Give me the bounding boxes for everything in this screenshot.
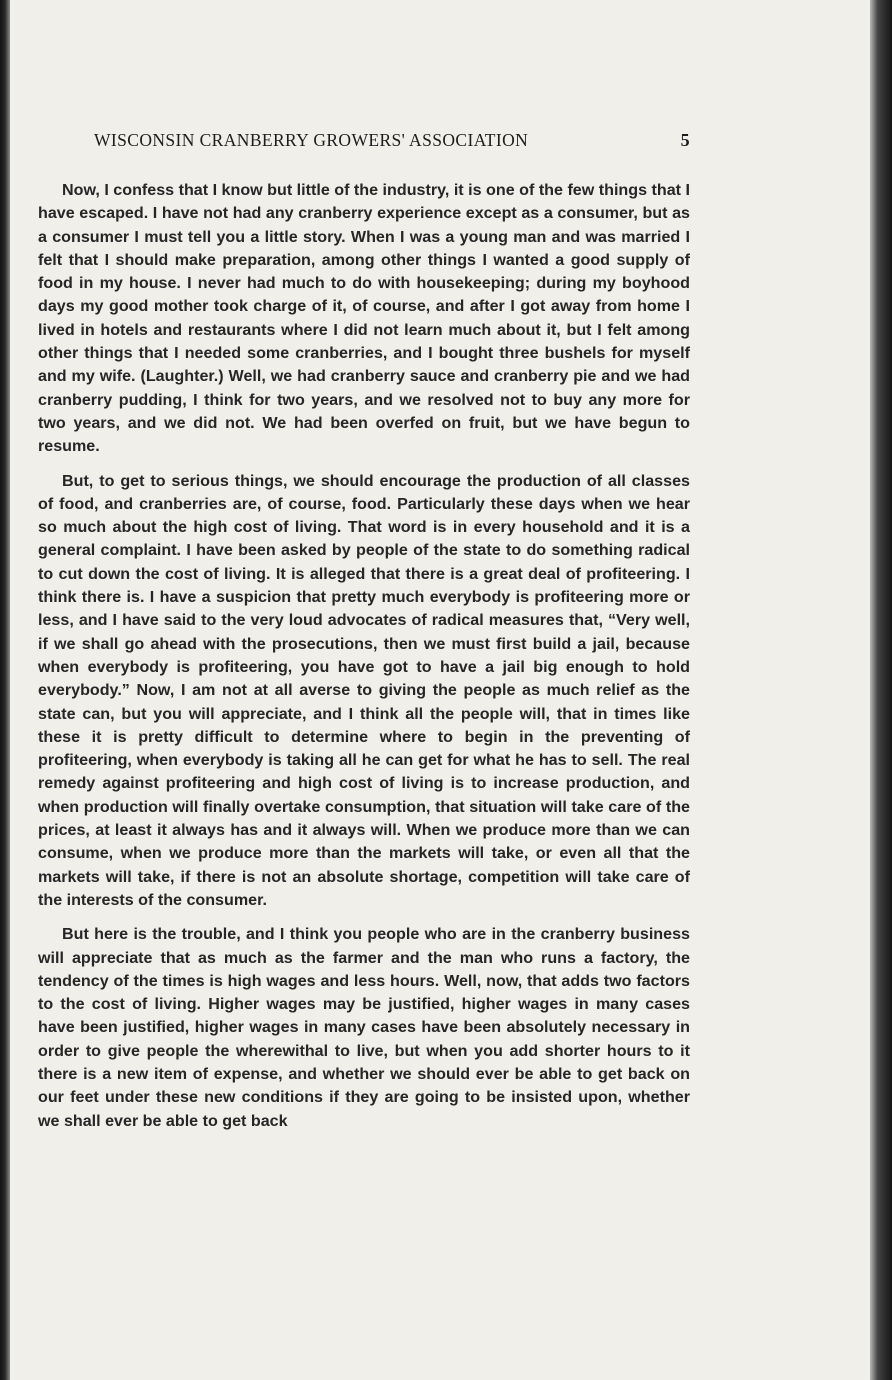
page-edge-shadow [870, 0, 892, 1380]
running-header [38, 130, 690, 151]
paragraph-1: Now, I confess that I know but little of the industry, it is one of the few things that I have escaped. I have not had any cranberry experience except as a consumer, but as a consumer I must tell you a little story. When I was a young man and was married I felt that I should make preparation, among other things I wanted a good supply of food in my house. I never had much to do with housekeeping; during my boyhood days my good mother took charge of it, of course, and after I got away from home I lived in hotels and restaurants where I did not learn much about it, but I felt among other things that I needed some cranberries, and I bought three bushels for myself and my wife. (Laughter.) Well, we had cranberry sauce and cranberry pie and we had cranberry pudding, I think for two years, and we resolved not to buy any more for two years, and we did not. We had been overfed on fruit, but we have begun to resume. [38, 181, 690, 456]
body-text [38, 179, 690, 1133]
running-header-title: WISCONSIN CRANBERRY GROWERS' ASSOCIATION [94, 130, 529, 150]
book-page [38, 130, 690, 1144]
page-number: 5 [680, 130, 690, 150]
paragraph-3: But here is the trouble, and I think you people who are in the cranberry business will appreciate that as much as the farmer and the man who runs a factory, the tendency of the times is high wages and less hours. Well, now, that adds two factors to the cost of living. Higher wages may be justified, higher wages in many cases have been justified, higher wages in many cases have been absolutely necessary in order to give people the wherewithal to live, but when you add shorter hours to it there is a new item of expense, and whether we should ever be able to get back on our feet under these new conditions if they are going to be insisted upon, whether we shall ever be able to get back [38, 925, 690, 1130]
paragraph-2: But, to get to serious things, we should encourage the production of all classes of food, and cranberries are, of course, food. Particularly these days when we hear so much about the high cost of living. That word is in every household and it is a general complaint. I have been asked by people of the state to do something radical to cut down the cost of living. It is alleged that there is a great deal of profiteering. I think there is. I have a suspicion that pretty much everybody is profiteering more or less, and I have said to the very loud advocates of radical measures that, “Very well, if we shall go ahead with the prosecutions, then we must first build a jail, because when everybody is profiteering, you have got to have a jail big enough to hold everybody.” Now, I am not at all averse to giving the people as much relief as the state can, but you will appreciate, and I think all the people will, that in times like these it is pretty difficult to determine where to begin in the preventing of profiteering, when everybody is taking all he can get for what he has to sell. The real remedy against profiteering and high cost of living is to increase production, and when production will finally overtake consumption, that situation will take care of the prices, at least it always has and it always will. When we produce more than we can consume, when we produce more than the markets will take, or even all that the markets will take, if there is not an absolute shortage, competition will take care of the interests of the consumer. [38, 471, 690, 909]
page-binding-shadow [0, 0, 10, 1380]
